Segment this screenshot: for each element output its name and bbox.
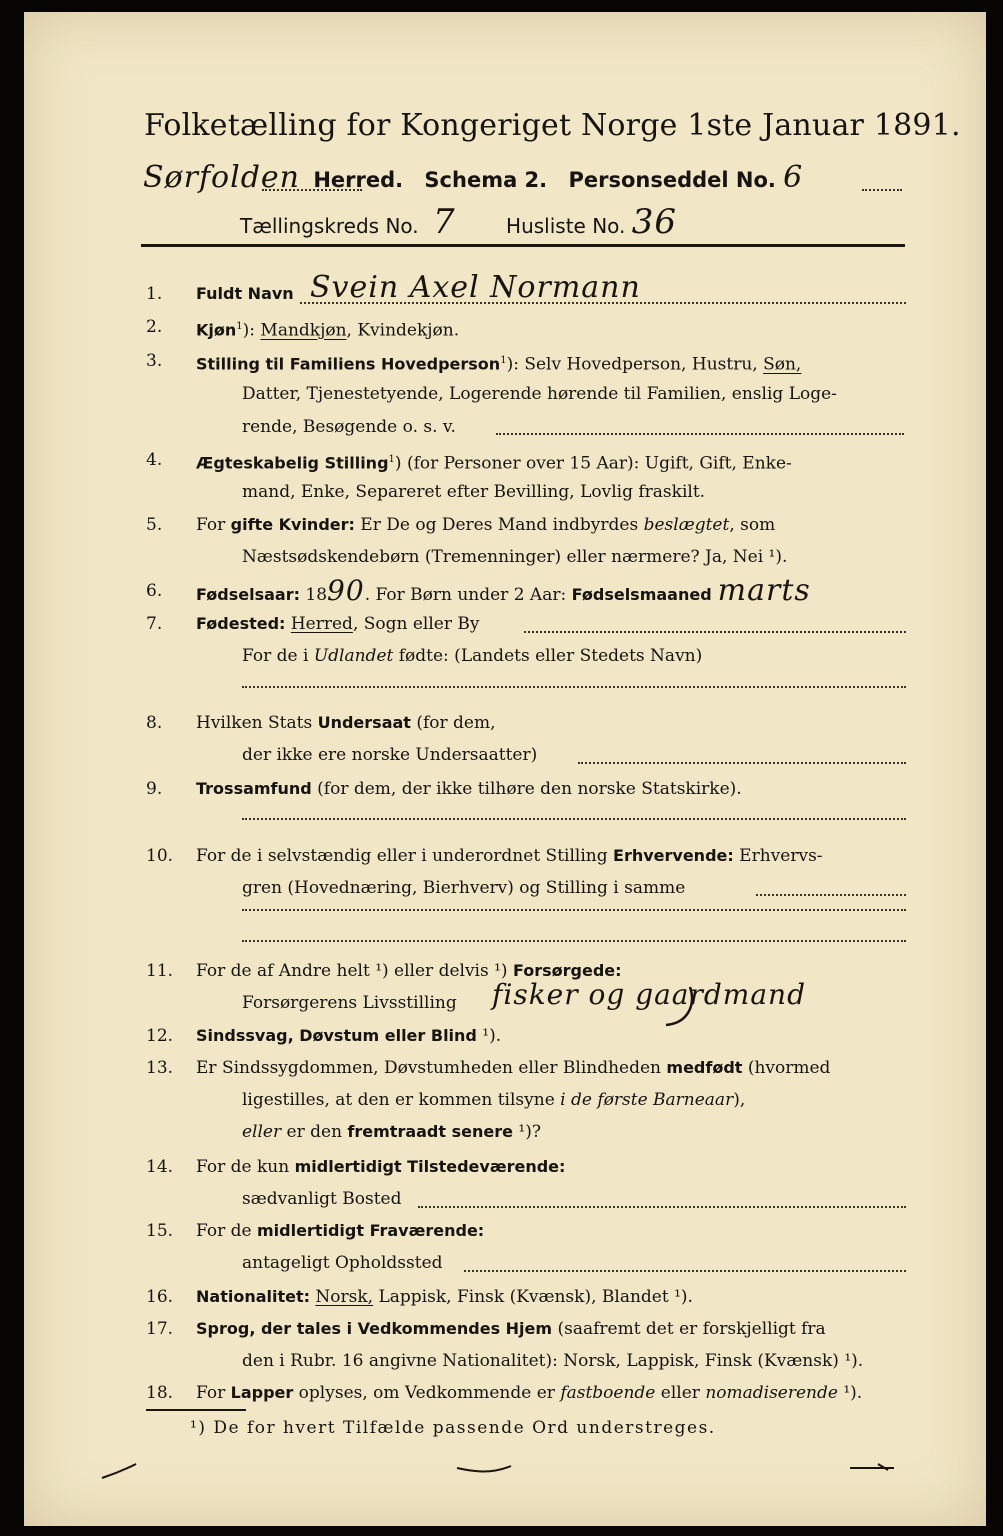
pen-mark-center <box>455 1462 515 1478</box>
birthplace-dots <box>524 631 906 633</box>
pen-mark-right <box>848 1460 898 1476</box>
kreds-number: 7 <box>433 202 456 242</box>
birth-month-answer: marts <box>717 573 811 608</box>
husliste-number: 36 <box>631 202 678 242</box>
relation-selected-son: Søn, <box>763 354 802 375</box>
husliste-label: Husliste No. <box>506 214 626 238</box>
provider-occupation-answer: fisker og gaardmand <box>492 978 807 1011</box>
kreds-line <box>240 202 677 242</box>
abroad-dots <box>242 686 906 688</box>
herred-name: Sørfolden <box>143 160 300 195</box>
birth-year-answer: 90 <box>327 574 365 607</box>
occupation-dots-2 <box>242 909 906 911</box>
sex-label: Kjøn <box>196 320 237 340</box>
full-name-label: Fuldt Navn <box>196 284 294 303</box>
personseddel-label: Personseddel No. <box>568 168 776 192</box>
stay-dots <box>464 1270 906 1272</box>
footnote: ¹) De for hvert Tilfælde passende Ord understreges. <box>190 1418 716 1438</box>
herred-dots <box>262 189 362 191</box>
subject-dots <box>578 762 906 764</box>
pen-mark-left <box>100 1462 140 1482</box>
kreds-label: Tællingskreds No. <box>240 214 419 238</box>
relation-dots <box>496 433 904 435</box>
residence-dots <box>418 1206 906 1208</box>
name-dots <box>300 302 906 304</box>
birthplace-selected-herred: Herred <box>290 614 353 634</box>
personseddel-dots <box>862 189 902 191</box>
handwriting-flourish <box>660 985 700 1030</box>
abroad-line: For de i Udlandet fødte: (Landets eller Stedets Navn) <box>242 646 703 666</box>
herred-label: Herred. <box>313 168 404 192</box>
occupation-dots-1 <box>756 894 906 896</box>
full-name-answer: Svein Axel Normann <box>310 270 641 305</box>
sex-selected-male: Mandkjøn <box>260 320 347 341</box>
nationality-selected-norsk: Norsk, <box>315 1287 374 1307</box>
header-rule <box>141 244 905 247</box>
herred-line <box>143 160 803 195</box>
form-title: Folketælling for Kongeriget Norge 1ste Januar 1891. <box>144 108 961 143</box>
footnote-rule <box>146 1409 246 1411</box>
occupation-dots-3 <box>242 940 906 942</box>
personseddel-number: 6 <box>783 160 804 195</box>
faith-dots <box>242 818 906 820</box>
schema-label: Schema 2. <box>424 168 548 192</box>
